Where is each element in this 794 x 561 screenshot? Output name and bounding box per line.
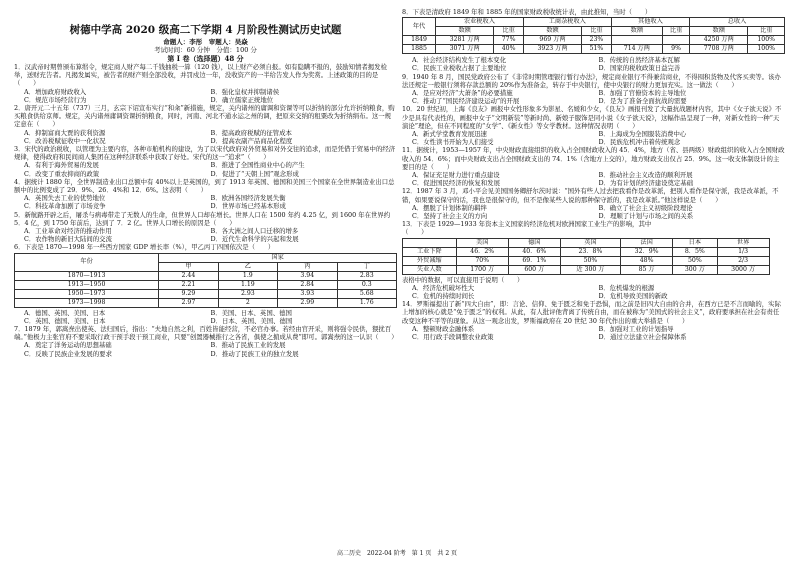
table-cell: 1700 万 xyxy=(456,265,508,274)
question-text: 10．20 世纪初，上海《良友》画报中女性形象多为影星、名媛和少女，《良友》画报刊发了大量抗战题材内容，其中《女子欲天说》不少是具有代表性的，画报中女子“文明新装”等新时尚、新娘子服饰是同小说《女子欲天说》，这幅作品呈现了一种，对新女性的一种“天演论”理论，但在不同程度的“女学”、《新女性》等女学教材。这种情况表明（ ） xyxy=(402,105,782,130)
question-options xyxy=(402,325,785,341)
question-text: 3．宋代的政治税收，以管理为主要内容，各种市舶机构的建设，为了以宋代政府对外贸易和对外交往的追求，而是凭借于贸易中的经济规律，使得政府和民间商人集团在这种经济联系中获取了好处。宋代的这一“追求”（ ） xyxy=(14,145,396,162)
option-item: A．有利于海外贸易的发展 xyxy=(24,161,99,170)
option-item: A．保证充足财力进行重点建设 xyxy=(412,171,500,180)
table-header-cell: 德国 xyxy=(508,238,560,247)
table-group-header: 总收入 xyxy=(690,18,785,27)
question-options xyxy=(402,89,785,105)
table-cell: 2.84 xyxy=(278,280,337,289)
right-question-list xyxy=(402,73,785,237)
table-row xyxy=(15,298,397,307)
option-item: D．世界市场已经基本形成 xyxy=(210,202,286,211)
option-item: B．推动了民族工业的发展 xyxy=(210,341,286,350)
option-item: D．为有计划的经济建设奠定基础 xyxy=(598,179,694,188)
table-sub-header: 数额 xyxy=(436,27,494,36)
table-cell: 3071 万两 xyxy=(436,45,494,54)
depression-impact-table xyxy=(402,238,770,275)
option-item: D．近代生命科学的兴起和发展 xyxy=(210,235,299,244)
table-cell: 3923 万两 xyxy=(523,45,581,54)
option-item: B．各大洲之间人口迁移的增多 xyxy=(210,227,299,236)
question-text: 6．下表是 1870—1998 年一些西方国家 GDP 增长率（%），甲乙丙丁四国依次是（ ） xyxy=(14,243,275,252)
question-3 xyxy=(14,145,397,178)
option-item: B．危机爆发的根源 xyxy=(598,283,655,292)
table-header-cell: 法国 xyxy=(621,238,673,247)
table-sub-header: 数额 xyxy=(523,27,581,36)
option-item: C．促进国民经济的恢复和发展 xyxy=(412,179,500,188)
option-item: A．英国失去工业的优势地位 xyxy=(24,194,106,203)
table-cell: 2.83 xyxy=(337,271,396,280)
table-cell: 600 万 xyxy=(508,265,560,274)
option-item: D．是为了准备全面抗战的需要 xyxy=(598,97,687,106)
table-sub-header: 数额 xyxy=(611,27,662,36)
table-row xyxy=(403,256,770,265)
option-item: C．反映了民族企业发展的要求 xyxy=(24,349,112,358)
option-item: B．传统的自然经济基本瓦解 xyxy=(598,56,680,65)
option-item: D．民族危机冲击着传统观念 xyxy=(598,138,681,147)
gdp-growth-table xyxy=(14,253,397,308)
right-column xyxy=(402,8,785,341)
left-column xyxy=(14,22,397,358)
question-text: 2．唐开元二十五年（737）三月，玄宗下诏宣布实行“和籴”新措施，规定，关内诸州的庸调和资课等可以折纳的部分允许折纳粮食，购买粮食供给京师。规定，关内诸州庸调资课折纳粮食，同时，河南、河北不通水运之州的调，把原来交纳的租粟改为折纳绢布。这一规定意在（ ） xyxy=(14,104,395,129)
table-row xyxy=(15,280,397,289)
table-cell: 2.93 xyxy=(218,289,277,298)
table-header-cell: 甲 xyxy=(159,262,218,271)
table-row xyxy=(403,265,770,274)
option-item: B．上海成为全国服装消费中心 xyxy=(598,130,687,139)
question-options xyxy=(402,56,785,72)
option-item: C．危机的持续时间长 xyxy=(412,292,475,301)
table-cell: 5.68 xyxy=(337,289,396,298)
table-cell: 1.19 xyxy=(218,280,277,289)
table-cell: 近 300 万 xyxy=(560,265,620,274)
question-options xyxy=(14,88,397,104)
table-cell: 1849 xyxy=(403,36,436,45)
left-question-list xyxy=(14,63,397,243)
table-cell: 77% xyxy=(494,36,524,45)
tax-revenue-table xyxy=(402,17,785,54)
option-item: A．经济危机破坏性大 xyxy=(412,283,475,292)
table-cell xyxy=(663,36,690,45)
question-text: 14．罗斯福提出了新“四大自由”，即：言论、信仰、免于匮乏和免于恐惧，而之前是旧四大自由的合并，在西方已是不言而喻的，实际上增加的核心就是“免于匮乏”的权利。从此，有人批评他背离了传统自由，而在被称为“美国式的社会主义”，政府要承担在社会有责任改变这种不平等的现象。从这一观念出发，罗斯福政府在 20 世纪 30 年代作出的重大举措是（ ） xyxy=(402,300,781,325)
question-6 xyxy=(14,243,397,325)
table-cell: 40% xyxy=(494,45,524,54)
option-item: A．社会经济结构发生了根本变化 xyxy=(412,56,507,65)
option-item: B．提高政府税赋的征管成本 xyxy=(210,128,292,137)
question-text: 11．据统计，1953—1957 年，中央财政直接组织的收入占全国财政收入的 45．4%，地方（省、县两级）财政组织的收入占全国财政收入的 54．6%；而中央财政支出占全国财政支出的 74．1%（含地方上交的），地方财政支出仅占 25．9%。这一收支体制设计的主要目的是（ ） xyxy=(402,146,785,171)
table-group-header: 农业税收入 xyxy=(436,18,524,27)
option-item: B．美国、日本、英国、德国 xyxy=(210,308,292,317)
question-11 xyxy=(402,146,785,187)
question-options xyxy=(14,194,397,210)
question-text: 7．1879 年，郭嵩焘出使英、法归国后，指出：“夫地自然之利，百姓皆能经营，不必官办事。若经由官开采，则将强令民供，猥扰百端。”他极力主张官府不要采取行政干预手段干预工商业，只要“创置器械推行之各省，俱使之掮成从费”即可。郭嵩焘的这一认识（ ） xyxy=(14,325,398,342)
option-item: A．是应对经济“大萧条”的必要措施 xyxy=(412,89,513,98)
table-cell: 9% xyxy=(663,45,690,54)
table-header-cell: 美国 xyxy=(456,238,508,247)
table-cell: 70% xyxy=(456,256,508,265)
option-item: C．女性读书开始为人们接受 xyxy=(412,138,494,147)
question-options xyxy=(402,130,785,146)
table-header-year: 年份 xyxy=(15,253,159,271)
table-cell: 1870—1913 xyxy=(15,271,159,280)
table-cell: 2 xyxy=(218,298,277,307)
table-cell: 1950—1973 xyxy=(15,289,159,298)
question-text: 8．下表是清政府 1849 年和 1885 年的国家财政税收统计表，由此推知，当时（ ） xyxy=(402,8,652,16)
option-item: D．理顺了计划与市场之间的关系 xyxy=(598,212,694,221)
table-cell: 工业下降 xyxy=(403,247,457,256)
option-item: A．奠定了洋务运动的思想基础 xyxy=(24,341,112,350)
question-1 xyxy=(14,63,397,104)
question-13-table-block xyxy=(402,238,785,301)
option-item: C．民族工业税收占据了主要地位 xyxy=(412,64,507,73)
question-text: 13．下表是 1929—1933 年资本主义国家的经济危机对欧洲国家工业生产的影响，其中 xyxy=(402,220,652,229)
table-cell: 3.93 xyxy=(278,289,337,298)
table-cell: 100% xyxy=(748,45,785,54)
table-cell: 2.99 xyxy=(278,298,337,307)
table-cell: 1885 xyxy=(403,45,436,54)
option-item: C．英国、德国、美国、日本 xyxy=(24,316,106,325)
question-text: 4．据统计 1880 年，全世界制造业出口总额中有 40%以上是英国的，到了 1913 年英国、德国和美国三个国家在全世界制造业出口总额中的比例变成了 29．9%、26．4%和 12．6%。这表明（ ） xyxy=(14,177,395,195)
option-item: C．用行政手段调整农业政策 xyxy=(412,333,494,342)
table-row xyxy=(403,36,785,45)
table-cell: 1.76 xyxy=(337,298,396,307)
table-cell: 1973—1998 xyxy=(15,298,159,307)
option-item: B．欧洲各国经济发展失衡 xyxy=(210,194,286,203)
table-header-cell: 日本 xyxy=(673,238,717,247)
table-sub-header: 比重 xyxy=(494,27,524,36)
table-row xyxy=(15,289,397,298)
table-cell: 969 万两 xyxy=(523,36,581,45)
option-item: D．国家的税收政策日益完善 xyxy=(598,64,681,73)
table-header-cell: 世界 xyxy=(717,238,769,247)
page-footer: 高二历史 2022-04 阶考 第 1 页 共 2 页 xyxy=(336,550,458,557)
option-item: D．危机导致美国的新政 xyxy=(598,292,668,301)
option-item: D．通过立法建立社会保障体系 xyxy=(598,333,687,342)
option-item: D．提高农副产品商品化程度 xyxy=(210,136,293,145)
option-item: A．工业革命对经济的推动作用 xyxy=(24,227,112,236)
table-header-cell: 丁 xyxy=(337,262,396,271)
question-9 xyxy=(402,73,785,106)
table-cell: 失业人数 xyxy=(403,265,457,274)
option-item: A．德国、英国、美国、日本 xyxy=(24,308,106,317)
table-cell: 2.44 xyxy=(159,271,218,280)
question-options xyxy=(402,204,785,220)
table-cell: 7708 万两 xyxy=(690,45,748,54)
question-text: 1．汉武帝时期曾颁布算缗令，规定商人财产每二千钱抽税一算（120 钱），以上财产必须自报。如有隐瞒不报的，鼓励知情者揭发检举，送财充告者。凡揭发属实，被告者的财产则全部没收，并罚戍边一年，没收资产的一半给告发人作为奖赏。上述政策的目的是（ ） xyxy=(14,63,387,88)
table-cell xyxy=(611,36,662,45)
option-item: B．加强了官僚资本的主导地位 xyxy=(598,89,687,98)
option-item: C．坚持了社会主义的方向 xyxy=(412,212,488,221)
question-options xyxy=(14,309,397,325)
option-item: A．增加政府财政收入 xyxy=(24,87,87,96)
option-item: D．促进了“天朝上国”观念形成 xyxy=(210,169,299,178)
option-item: D．推动了民族工业的独立发展 xyxy=(210,349,299,358)
table-cell: 2/3 xyxy=(717,256,769,265)
option-item: C．规范市场经营行为 xyxy=(24,95,87,104)
option-item: B．加强对工业的计划指导 xyxy=(598,324,674,333)
table-group-header: 工商杂税收入 xyxy=(523,18,611,27)
question-text: 12．1987 年 3 月，邓小平会见美国国务卿舒尔茨时说：“国外有些人过去把我看作是改革派，把别人看作是保守派，我是改革派，不错，如果要说保守的话，我也是很保守的，但不是像某些人说的那种保守派的，我是改革派。”他这样说是（ ） xyxy=(402,187,779,204)
table-cell: 51% xyxy=(582,45,612,54)
table-header-cell: 丙 xyxy=(278,262,337,271)
table-sub-header: 数额 xyxy=(690,27,748,36)
table-group-header: 其他收入 xyxy=(611,18,689,27)
question-text: 表格中的数据，可以直接用于说明（ ） xyxy=(402,275,524,284)
option-item: A．整顿财政金融体系 xyxy=(412,324,475,333)
table-cell: 48% xyxy=(621,256,673,265)
table-cell: 2.21 xyxy=(159,280,218,289)
table-cell: 40．6% xyxy=(508,247,560,256)
table-sub-header: 比重 xyxy=(582,27,612,36)
option-item: A．新式学堂教育发展迅速 xyxy=(412,130,487,139)
table-cell: 46．2% xyxy=(456,247,508,256)
option-item: A．摆脱了计划体制的羁绊 xyxy=(412,203,487,212)
question-options xyxy=(14,341,397,357)
table-cell: 4250 万两 xyxy=(690,36,748,45)
section-heading: 第 I 卷（选择题）48 分 xyxy=(167,54,244,63)
exam-title: 树德中学高 2020 级高二下学期 4 月阶段性测试历史试题 xyxy=(69,24,342,36)
table-cell: 9.29 xyxy=(159,289,218,298)
table-cell: 1/3 xyxy=(717,247,769,256)
question-13 xyxy=(402,220,785,236)
table-cell: 69．1% xyxy=(508,256,560,265)
table-cell: 3281 万两 xyxy=(436,36,494,45)
table-cell: 外贸减缩 xyxy=(403,256,457,265)
question-text: 5．新航路开辟之后，屠杀与病毒带走了无数人的生命，但世界人口却在增长。世界人口在 1500 年约 4.25 亿，到 1600 年在世界约 5．4 亿，到 1750 年前后，达到了 7．2 亿。世界人口增长的原因是（ ） xyxy=(14,210,391,227)
question-options xyxy=(402,284,785,300)
question-options xyxy=(14,161,397,177)
table-cell: 300 万 xyxy=(673,265,717,274)
table-cell: 50% xyxy=(560,256,620,265)
option-item: D．确立儒家正统地位 xyxy=(210,95,274,104)
question-12 xyxy=(402,187,785,220)
question-14 xyxy=(402,300,785,341)
option-item: C．科技革命加剧了市场竞争 xyxy=(24,202,106,211)
table-sub-header: 比重 xyxy=(663,27,690,36)
table-cell: 3000 万 xyxy=(717,265,769,274)
table-cell: 3.94 xyxy=(278,271,337,280)
option-item: B．推动社会主义改造的顺利开展 xyxy=(598,171,693,180)
table-cell: 23．8% xyxy=(560,247,620,256)
table-row xyxy=(403,247,770,256)
question-8 xyxy=(402,8,785,73)
question-5 xyxy=(14,211,397,244)
option-item: B．确立了社会主义初级阶段理论 xyxy=(598,203,693,212)
question-text: 9．1940 年 8 月，国民党政府公布了《非常时期管理银行暂行办法》，规定商业银行不得兼营商业，不得囤积货物及代客买卖等。该办法还规定一般银行须将存款总额的 20%作为准备金，转存于中央银行，使中央银行的财力更加充实。这一做法（ ） xyxy=(402,72,781,89)
table-cell: 23% xyxy=(582,36,612,45)
table-cell: 85 万 xyxy=(621,265,673,274)
question-answer-blank: （ ） xyxy=(402,228,428,237)
table-cell: 50% xyxy=(673,256,717,265)
table-cell: 1913—1950 xyxy=(15,280,159,289)
option-item: B．推进了全国性商业中心的产生 xyxy=(210,161,305,170)
question-2 xyxy=(14,104,397,145)
question-options xyxy=(402,171,785,187)
table-cell: 1.9 xyxy=(218,271,277,280)
question-10 xyxy=(402,105,785,146)
table-row xyxy=(403,45,785,54)
table-cell: 714 万两 xyxy=(611,45,662,54)
table-row xyxy=(15,271,397,280)
question-7 xyxy=(14,325,397,358)
table-header-country: 国家 xyxy=(159,253,397,262)
table-header-year: 年代 xyxy=(403,18,436,36)
exam-info: 考试时间：60 分钟 分值：100 分 xyxy=(154,46,257,54)
table-cell: 8．5% xyxy=(673,247,717,256)
table-cell: 0.3 xyxy=(337,280,396,289)
option-item: D．日本、英国、美国、德国 xyxy=(210,316,293,325)
option-item: C．农作物的新旧大陆间的交流 xyxy=(24,235,112,244)
question-options xyxy=(14,227,397,243)
question-options xyxy=(14,129,397,145)
table-sub-header: 比重 xyxy=(748,27,785,36)
table-cell: 100% xyxy=(748,36,785,45)
option-item: C．改变了重农抑商的政策 xyxy=(24,169,100,178)
question-4 xyxy=(14,178,397,211)
table-header-cell xyxy=(403,238,457,247)
table-cell: 32．9% xyxy=(621,247,673,256)
option-item: A．抑制富商大贾的获利资源 xyxy=(24,128,106,137)
option-item: B．强化皇权并抑制诸侯 xyxy=(210,87,280,96)
option-item: C．推动了“国民经济建设运动”的开展 xyxy=(412,97,520,106)
exam-authors: 命题人：李彤 审题人：吴焱 xyxy=(163,38,248,46)
table-header-cell: 乙 xyxy=(218,262,277,271)
table-header-cell: 英国 xyxy=(560,238,620,247)
option-item: C．改善税赋征收中一化状况 xyxy=(24,136,106,145)
table-cell: 2.97 xyxy=(159,298,218,307)
